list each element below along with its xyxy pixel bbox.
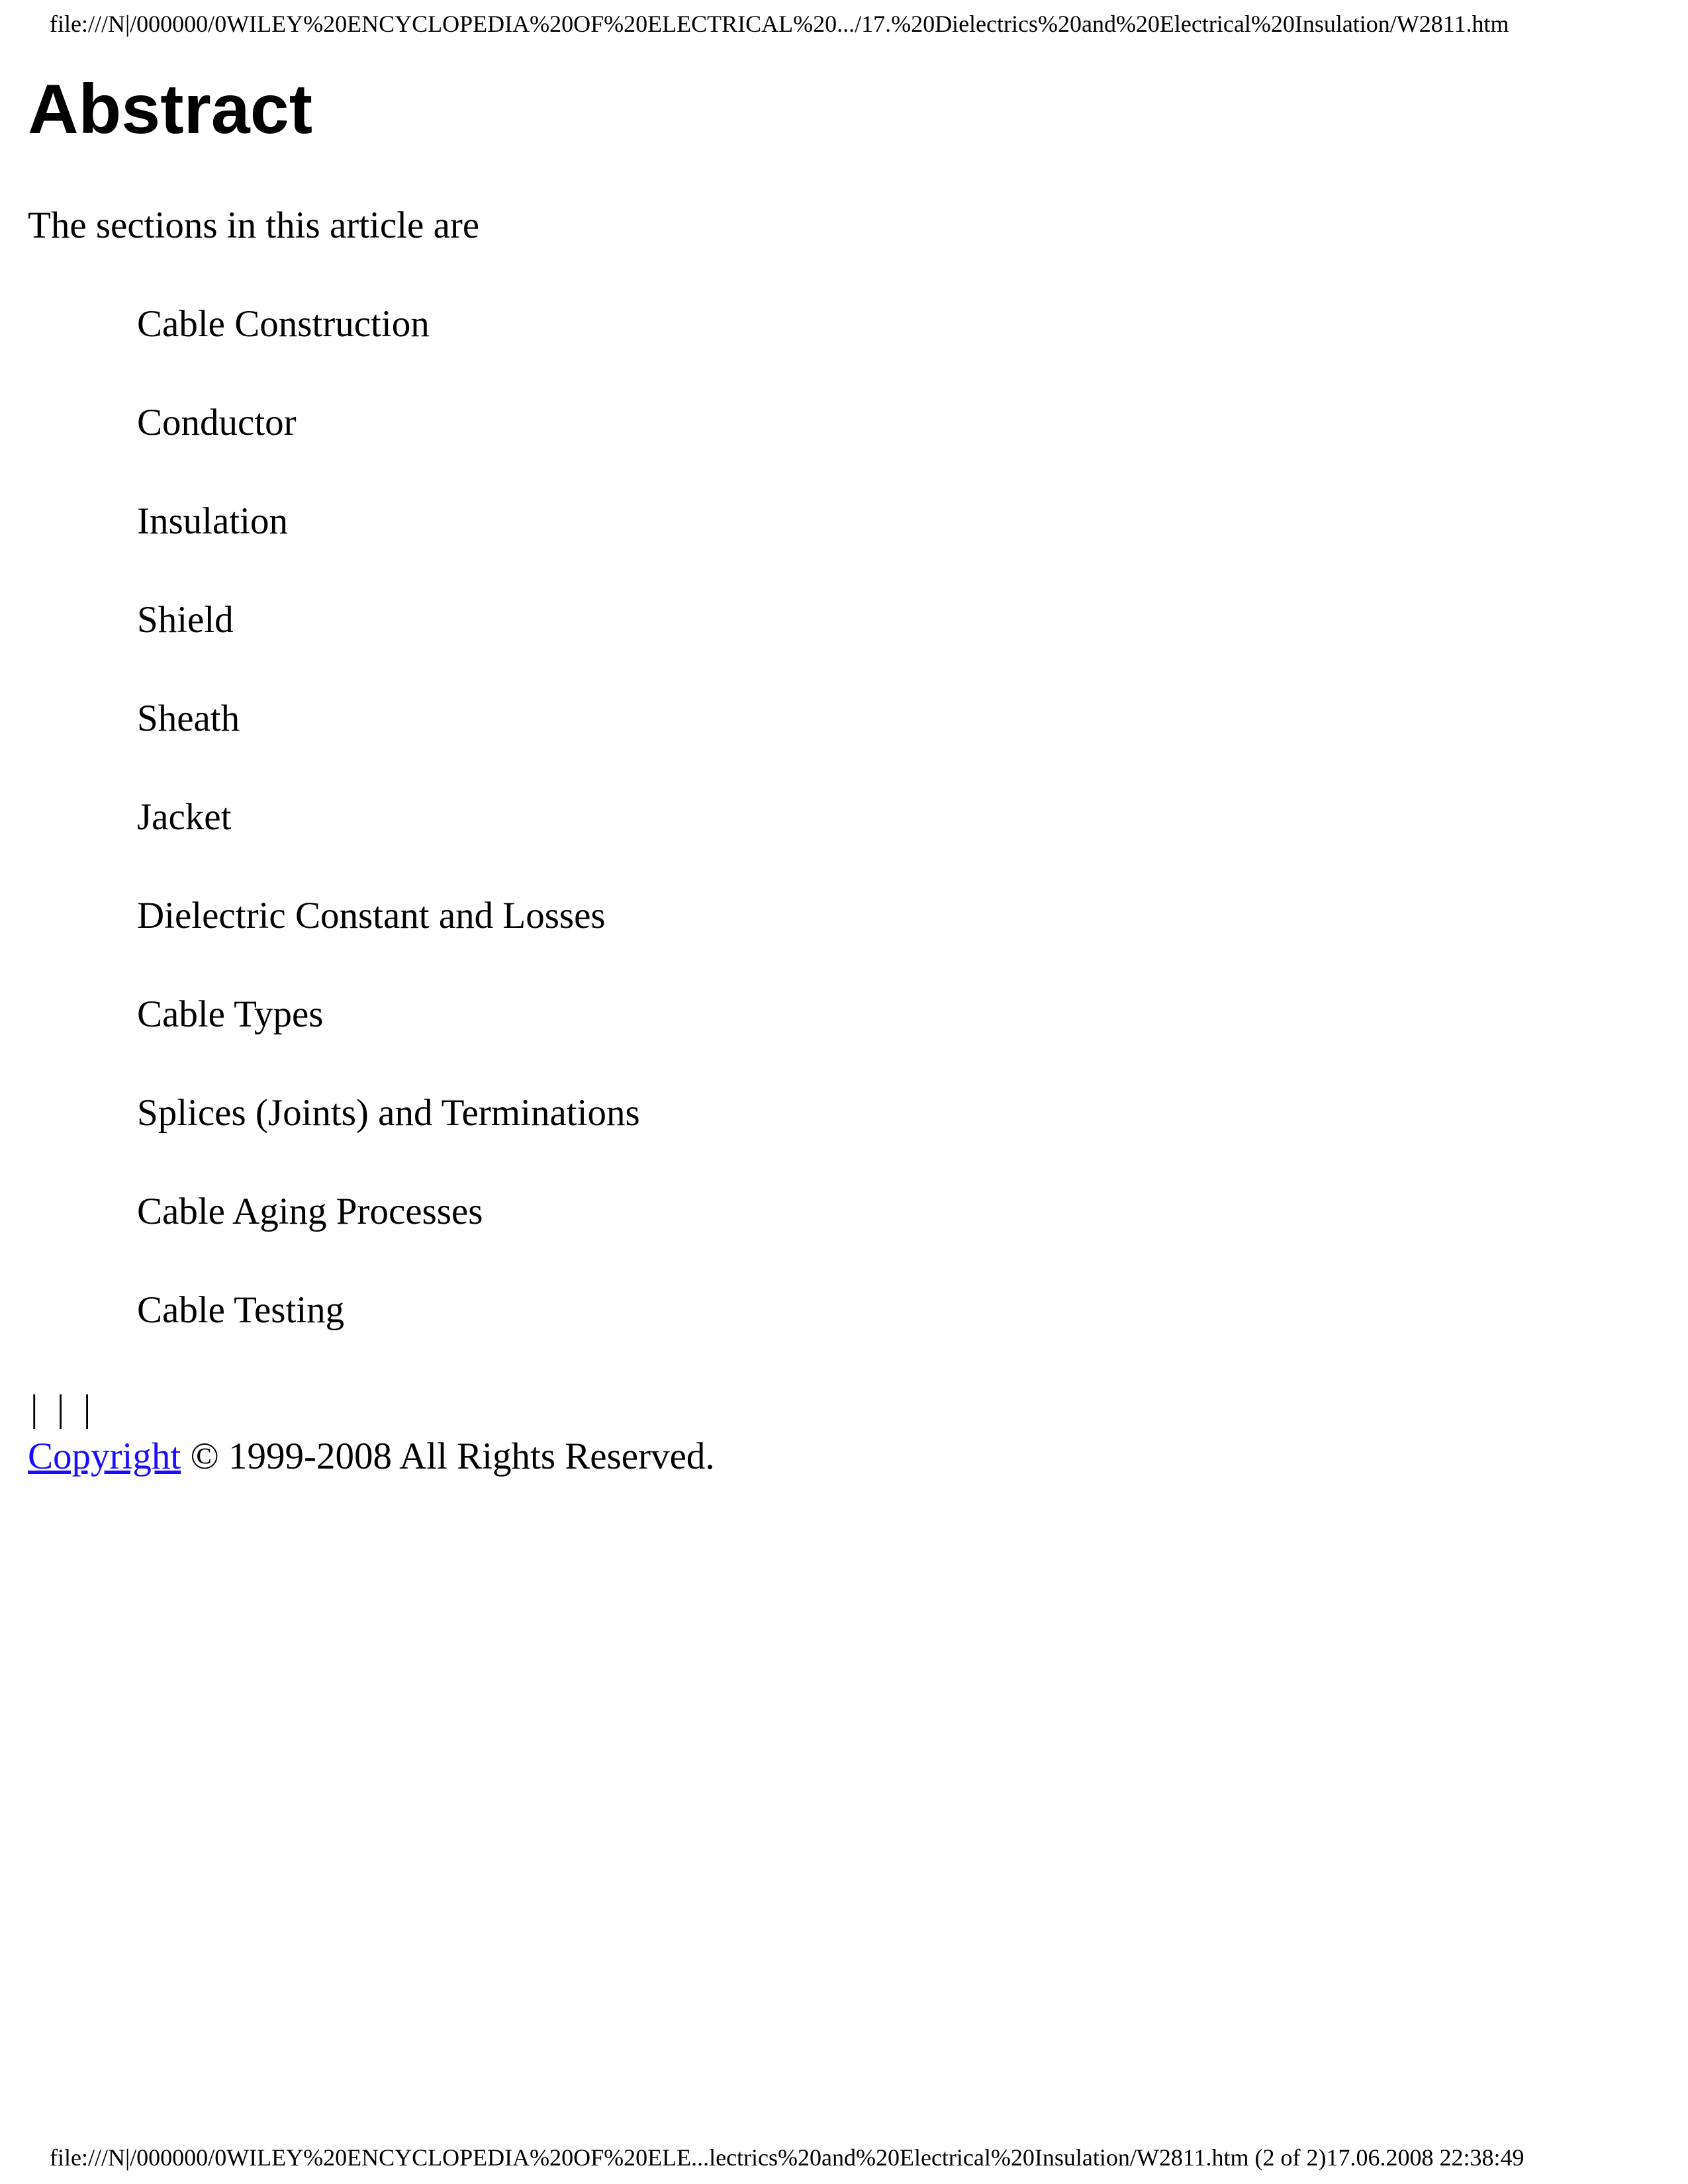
nav-separators: | | | bbox=[30, 1388, 91, 1430]
section-item-dielectric-constant: Dielectric Constant and Losses bbox=[137, 895, 606, 936]
section-item-cable-testing: Cable Testing bbox=[137, 1289, 345, 1331]
copyright-link[interactable]: Copyright bbox=[28, 1435, 181, 1477]
copyright-text: © 1999-2008 All Rights Reserved. bbox=[181, 1435, 715, 1477]
section-item-cable-types: Cable Types bbox=[137, 993, 324, 1035]
copyright-line bbox=[28, 1433, 715, 1480]
section-item-insulation: Insulation bbox=[137, 500, 288, 542]
section-item-cable-aging: Cable Aging Processes bbox=[137, 1191, 483, 1232]
print-header-path: file:///N|/000000/0WILEY%20ENCYCLOPEDIA%20OF%20ELECTRICAL%20.../17.%20Dielectrics%20and%20Electrical%20Insulation/W2811.htm bbox=[50, 11, 1509, 37]
section-item-cable-construction: Cable Construction bbox=[137, 303, 430, 345]
section-item-conductor: Conductor bbox=[137, 402, 297, 443]
page-title: Abstract bbox=[28, 70, 313, 148]
section-item-shield: Shield bbox=[137, 599, 234, 641]
section-item-jacket: Jacket bbox=[137, 796, 232, 838]
section-item-sheath: Sheath bbox=[137, 698, 240, 739]
section-item-splices-terminations: Splices (Joints) and Terminations bbox=[137, 1092, 640, 1134]
print-footer-path: file:///N|/000000/0WILEY%20ENCYCLOPEDIA%20OF%20ELE...lectrics%20and%20Electrical%20Insulation/W2811.htm (2 of 2)17.06.2008 22:38:49 bbox=[50, 2144, 1524, 2171]
intro-text: The sections in this article are bbox=[28, 205, 480, 246]
section-list bbox=[137, 301, 640, 1386]
